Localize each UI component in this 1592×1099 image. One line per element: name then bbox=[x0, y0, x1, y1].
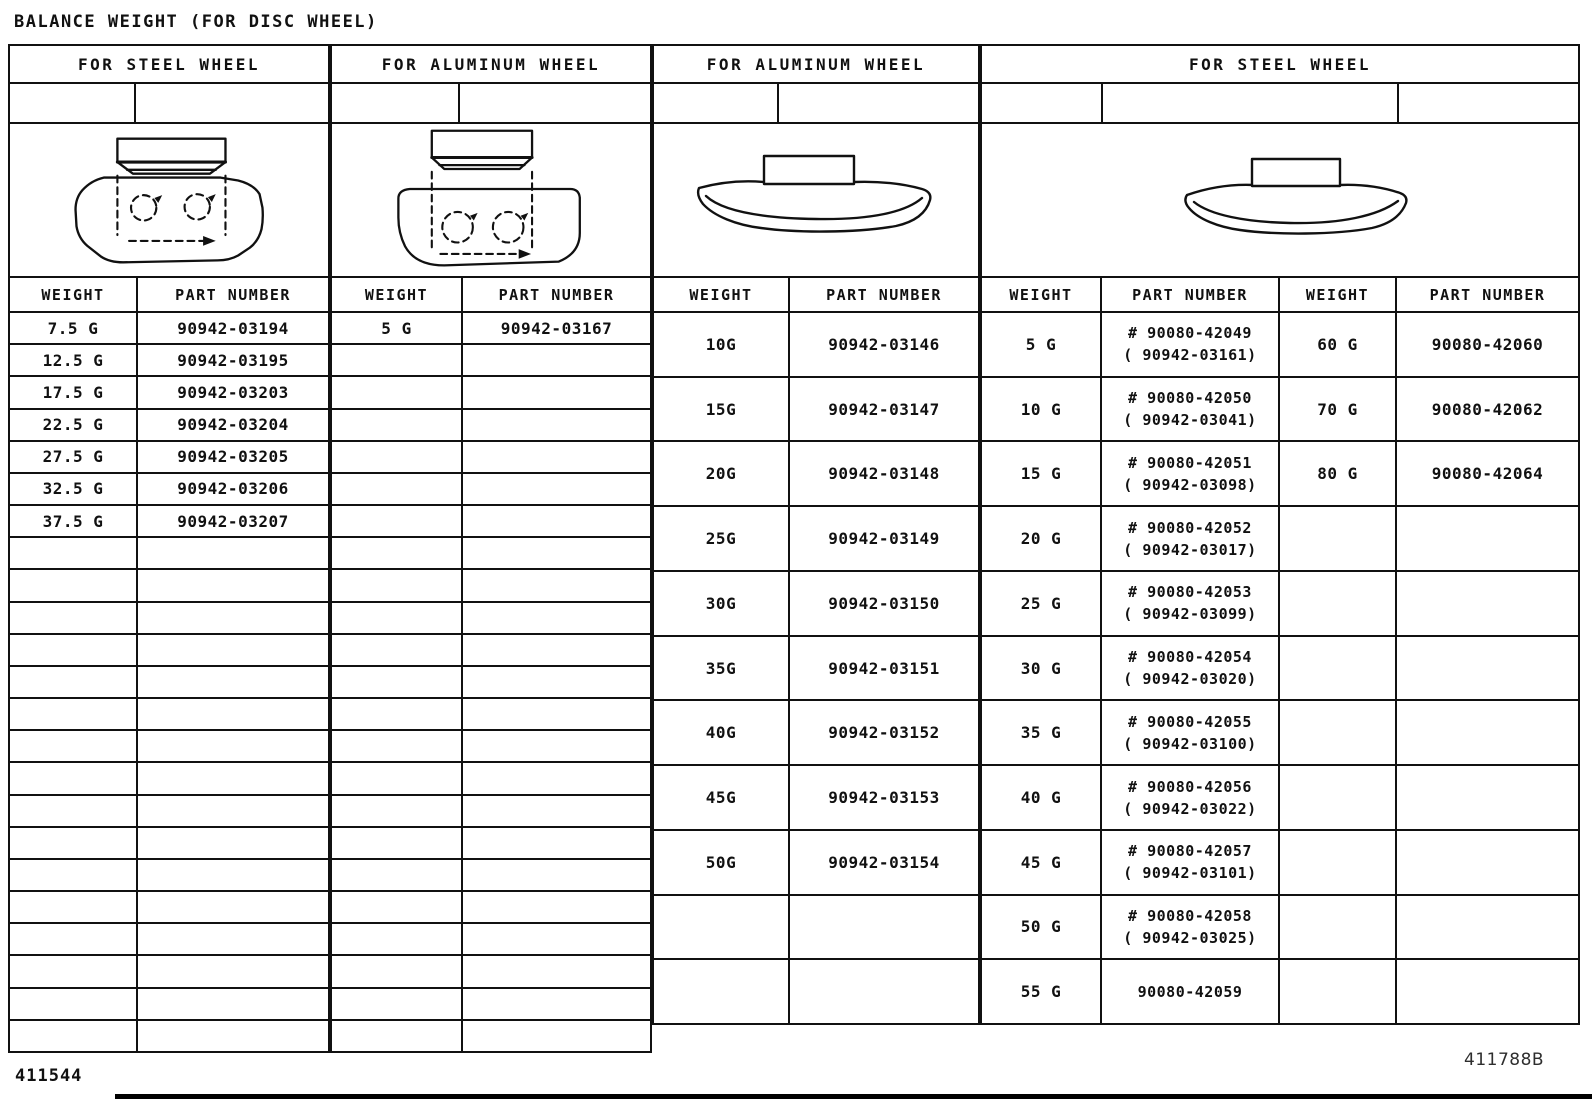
table-row bbox=[982, 378, 1578, 443]
empty-row bbox=[10, 1021, 328, 1051]
weight-cell: 30G bbox=[654, 572, 790, 635]
part-number-cell: 90080-42064 bbox=[1431, 464, 1544, 484]
divider bbox=[777, 84, 779, 122]
empty-row bbox=[10, 635, 328, 667]
part-number-cell: # 90080-42051 ( 90942-03098) bbox=[1102, 442, 1280, 505]
table-aluminum-wheel-left bbox=[330, 44, 652, 1053]
table-row bbox=[982, 572, 1578, 637]
empty-row bbox=[10, 763, 328, 795]
empty-row bbox=[332, 924, 650, 956]
weight-cell: 25G bbox=[654, 507, 790, 570]
table-row bbox=[654, 572, 978, 637]
weight-cell bbox=[1280, 637, 1397, 700]
table-row bbox=[10, 442, 328, 474]
column-header-row bbox=[982, 278, 1578, 313]
empty-row bbox=[332, 699, 650, 731]
empty-row bbox=[332, 635, 650, 667]
empty-row bbox=[654, 960, 978, 1023]
weight-cell bbox=[1280, 507, 1397, 570]
weight-cell: 40 G bbox=[982, 766, 1102, 829]
empty-row bbox=[10, 731, 328, 763]
empty-row bbox=[332, 377, 650, 409]
part-number-cell bbox=[1397, 507, 1578, 570]
empty-row bbox=[332, 667, 650, 699]
weight-cell bbox=[1280, 896, 1397, 959]
table-body bbox=[10, 313, 328, 1051]
empty-row bbox=[10, 924, 328, 956]
empty-row bbox=[10, 796, 328, 828]
table-row bbox=[982, 637, 1578, 702]
weight-cell: 5 G bbox=[982, 313, 1102, 376]
part-number-cell: 90080-42059 bbox=[1102, 960, 1280, 1023]
weight-cell: 32.5 G bbox=[10, 474, 138, 504]
column-header-row bbox=[654, 278, 978, 313]
empty-row bbox=[10, 956, 328, 988]
weight-cell: 40G bbox=[654, 701, 790, 764]
weight-cell bbox=[1280, 572, 1397, 635]
part-number-cell: # 90080-42053 ( 90942-03099) bbox=[1102, 572, 1280, 635]
weight-cell: 20 G bbox=[982, 507, 1102, 570]
part-number-cell: # 90080-42049 ( 90942-03161) bbox=[1102, 313, 1280, 376]
weight-cell: 5 G bbox=[332, 313, 463, 343]
table-body bbox=[982, 313, 1578, 1023]
part-number-column-header: PART NUMBER bbox=[498, 285, 615, 304]
weight-column-header: WEIGHT bbox=[654, 278, 790, 311]
illustration-cell bbox=[10, 124, 328, 278]
weight-cell bbox=[1280, 960, 1397, 1023]
table-title: FOR STEEL WHEEL bbox=[10, 46, 328, 84]
part-number-cell: 90942-03167 bbox=[500, 318, 613, 338]
illustration-cell bbox=[332, 124, 650, 278]
part-number-cell bbox=[1397, 766, 1578, 829]
weight-cell: 80 G bbox=[1280, 442, 1397, 505]
part-number-cell: 90942-03205 bbox=[177, 447, 289, 467]
divider bbox=[1101, 84, 1103, 122]
weight-cell: 10 G bbox=[982, 378, 1102, 441]
part-number-cell: 90942-03207 bbox=[177, 511, 289, 531]
table-row bbox=[982, 896, 1578, 961]
empty-row bbox=[332, 506, 650, 538]
table-title: FOR ALUMINUM WHEEL bbox=[332, 46, 650, 84]
empty-row bbox=[332, 956, 650, 988]
part-number-cell bbox=[1397, 896, 1578, 959]
weight-cell: 15 G bbox=[982, 442, 1102, 505]
part-number-cell: # 90080-42057 ( 90942-03101) bbox=[1102, 831, 1280, 894]
empty-row bbox=[10, 538, 328, 570]
table-row bbox=[10, 506, 328, 538]
part-number-cell: 90942-03148 bbox=[828, 464, 940, 484]
weight-cell: 37.5 G bbox=[10, 506, 138, 536]
table-title: FOR STEEL WHEEL bbox=[982, 46, 1578, 84]
weight-cell: 22.5 G bbox=[10, 410, 138, 440]
part-number-cell: 90942-03149 bbox=[828, 529, 940, 549]
table-row bbox=[10, 410, 328, 442]
part-number-cell: 90942-03206 bbox=[177, 479, 289, 499]
part-number-column-header: PART NUMBER bbox=[175, 285, 291, 304]
part-number-cell: 90942-03153 bbox=[828, 788, 940, 807]
part-number-cell: 90942-03151 bbox=[828, 658, 940, 678]
divider bbox=[134, 84, 136, 122]
weight-cell bbox=[1280, 766, 1397, 829]
part-number-cell: # 90080-42054 ( 90942-03020) bbox=[1102, 637, 1280, 700]
part-number-cell: 90942-03147 bbox=[828, 399, 940, 419]
part-number-column-header: PART NUMBER bbox=[1429, 285, 1546, 304]
table-row bbox=[654, 766, 978, 831]
part-number-cell: # 90080-42056 ( 90942-03022) bbox=[1102, 766, 1280, 829]
illustration-cell bbox=[654, 124, 978, 278]
page-title: BALANCE WEIGHT (FOR DISC WHEEL) bbox=[14, 12, 378, 32]
empty-row bbox=[10, 989, 328, 1021]
empty-row bbox=[10, 603, 328, 635]
part-number-cell bbox=[1397, 572, 1578, 635]
weight-cell: 25 G bbox=[982, 572, 1102, 635]
table-body bbox=[332, 313, 650, 1051]
weight-cell: 15G bbox=[654, 378, 790, 441]
part-number-cell: 90080-42062 bbox=[1431, 399, 1544, 419]
table-body bbox=[654, 313, 978, 1023]
part-number-cell: 90942-03154 bbox=[828, 852, 940, 872]
part-number-cell: 90942-03195 bbox=[177, 350, 289, 370]
part-number-cell: # 90080-42052 ( 90942-03017) bbox=[1102, 507, 1280, 570]
empty-row bbox=[10, 892, 328, 924]
illustration-cell bbox=[982, 124, 1578, 278]
empty-row bbox=[10, 570, 328, 602]
table-steel-wheel-right bbox=[980, 44, 1580, 1025]
table-row bbox=[654, 831, 978, 896]
weight-column-header: WEIGHT bbox=[332, 278, 463, 311]
part-number-cell: 90080-42060 bbox=[1431, 334, 1544, 354]
clip-on-weight-tall-with-holes-illustration bbox=[376, 126, 606, 274]
part-number-cell: # 90080-42058 ( 90942-03025) bbox=[1102, 896, 1280, 959]
empty-row bbox=[332, 474, 650, 506]
empty-row bbox=[332, 442, 650, 474]
part-number-cell: 90942-03150 bbox=[828, 593, 940, 613]
clip-on-weight-with-holes-illustration bbox=[54, 126, 284, 274]
weight-cell: 27.5 G bbox=[10, 442, 138, 472]
table-row bbox=[10, 474, 328, 506]
weight-cell: 60 G bbox=[1280, 313, 1397, 376]
table-row bbox=[10, 345, 328, 377]
empty-row bbox=[332, 860, 650, 892]
table-subheader-row bbox=[10, 84, 328, 124]
weight-cell: 17.5 G bbox=[10, 377, 138, 407]
weight-cell bbox=[1280, 831, 1397, 894]
column-header-row bbox=[10, 278, 328, 313]
table-row bbox=[654, 378, 978, 443]
empty-row bbox=[10, 667, 328, 699]
table-title: FOR ALUMINUM WHEEL bbox=[654, 46, 978, 84]
part-number-cell: 90942-03152 bbox=[828, 723, 940, 743]
weight-cell: 45G bbox=[654, 766, 790, 829]
part-number-cell bbox=[1397, 960, 1578, 1023]
weight-cell: 10G bbox=[654, 313, 790, 376]
weight-cell: 30 G bbox=[982, 637, 1102, 700]
weight-column-header: WEIGHT bbox=[982, 278, 1102, 311]
scan-edge-artifact bbox=[115, 1094, 1592, 1099]
weight-column-header: WEIGHT bbox=[1280, 278, 1397, 311]
table-row bbox=[982, 766, 1578, 831]
empty-row bbox=[332, 989, 650, 1021]
empty-row bbox=[332, 892, 650, 924]
low-profile-weight-illustration bbox=[676, 140, 956, 260]
empty-row bbox=[332, 410, 650, 442]
weight-cell: 12.5 G bbox=[10, 345, 138, 375]
empty-row bbox=[332, 538, 650, 570]
empty-row bbox=[332, 828, 650, 860]
table-row bbox=[332, 313, 650, 345]
figure-code-left: 411544 bbox=[15, 1066, 83, 1086]
empty-row bbox=[332, 570, 650, 602]
divider bbox=[1397, 84, 1399, 122]
weight-cell: 20G bbox=[654, 442, 790, 505]
column-header-row bbox=[332, 278, 650, 313]
weight-cell: 55 G bbox=[982, 960, 1102, 1023]
table-row bbox=[654, 637, 978, 702]
weight-cell bbox=[1280, 701, 1397, 764]
weight-cell: 35 G bbox=[982, 701, 1102, 764]
part-number-column-header: PART NUMBER bbox=[1102, 278, 1280, 311]
empty-row bbox=[332, 763, 650, 795]
weight-column-header: WEIGHT bbox=[10, 278, 138, 311]
empty-row bbox=[10, 860, 328, 892]
low-profile-weight-illustration bbox=[1140, 140, 1420, 260]
weight-cell: 50G bbox=[654, 831, 790, 894]
table-row bbox=[982, 442, 1578, 507]
part-number-cell bbox=[1397, 637, 1578, 700]
weight-cell: 70 G bbox=[1280, 378, 1397, 441]
table-subheader-row bbox=[332, 84, 650, 124]
figure-code-right: 411788B bbox=[1464, 1050, 1545, 1070]
table-row bbox=[982, 831, 1578, 896]
empty-row bbox=[332, 796, 650, 828]
table-row bbox=[982, 313, 1578, 378]
table-row bbox=[982, 701, 1578, 766]
weight-cell: 7.5 G bbox=[10, 313, 138, 343]
empty-row bbox=[654, 896, 978, 961]
table-row bbox=[654, 701, 978, 766]
weight-cell: 35G bbox=[654, 637, 790, 700]
table-row bbox=[654, 313, 978, 378]
empty-row bbox=[332, 603, 650, 635]
empty-row bbox=[332, 345, 650, 377]
part-number-cell: # 90080-42055 ( 90942-03100) bbox=[1102, 701, 1280, 764]
part-number-cell: 90942-03204 bbox=[177, 415, 289, 435]
empty-row bbox=[332, 1021, 650, 1051]
empty-row bbox=[10, 699, 328, 731]
part-number-cell bbox=[1397, 831, 1578, 894]
table-steel-wheel-left bbox=[8, 44, 330, 1053]
table-subheader-row bbox=[654, 84, 978, 124]
weight-cell: 50 G bbox=[982, 896, 1102, 959]
table-row bbox=[654, 442, 978, 507]
table-row bbox=[654, 507, 978, 572]
table-row bbox=[982, 960, 1578, 1023]
table-subheader-row bbox=[982, 84, 1578, 124]
table-row bbox=[10, 313, 328, 345]
table-row bbox=[10, 377, 328, 409]
part-number-cell: 90942-03194 bbox=[177, 318, 289, 338]
empty-row bbox=[332, 731, 650, 763]
part-number-cell: 90942-03203 bbox=[177, 382, 289, 402]
part-number-cell bbox=[1397, 701, 1578, 764]
empty-row bbox=[10, 828, 328, 860]
part-number-cell: # 90080-42050 ( 90942-03041) bbox=[1102, 378, 1280, 441]
part-number-column-header: PART NUMBER bbox=[826, 285, 942, 304]
divider bbox=[458, 84, 460, 122]
weight-cell: 45 G bbox=[982, 831, 1102, 894]
table-row bbox=[982, 507, 1578, 572]
part-number-cell: 90942-03146 bbox=[828, 334, 940, 354]
table-aluminum-wheel-right bbox=[652, 44, 980, 1025]
